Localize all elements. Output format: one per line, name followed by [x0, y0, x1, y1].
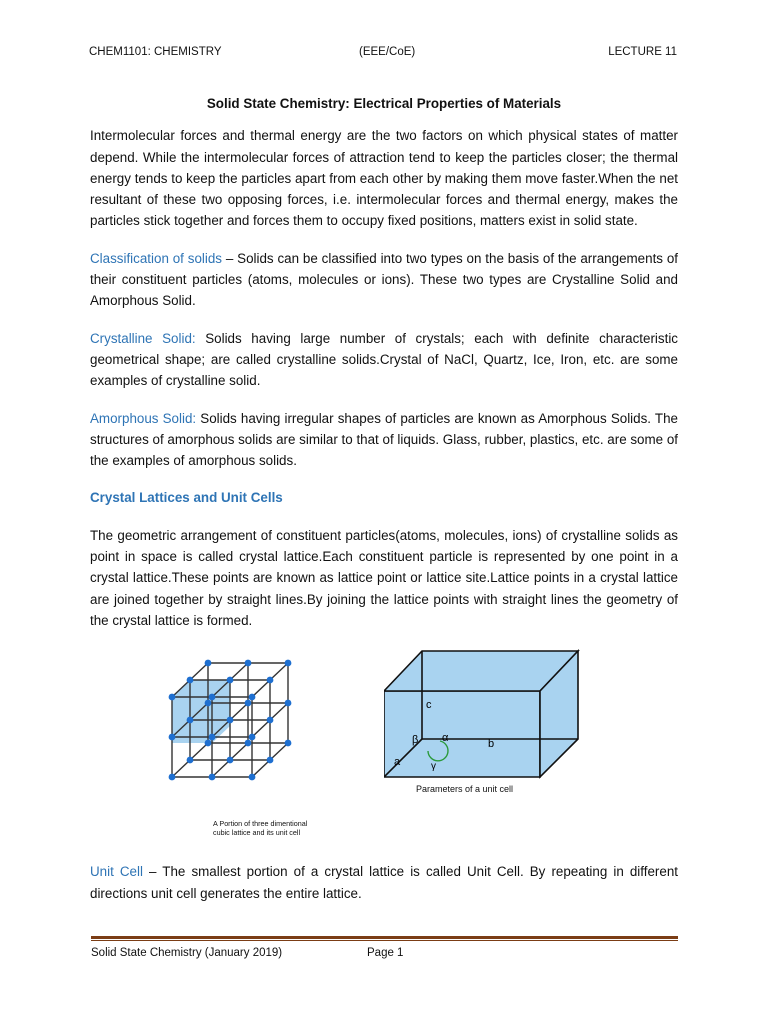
lattice-line: [270, 663, 288, 680]
classification-text: – Solids can be classified into two types on the basis of the arrangements of their constituent particles (atoms, molecules or ions). These two types are Crystalline Solid and Amorphous Solid.: [90, 250, 678, 309]
lattice-line: [230, 703, 248, 720]
amorphous-paragraph: [90, 408, 678, 472]
lattice-caption: [213, 819, 333, 837]
lattice-line: [252, 720, 270, 737]
lattice-point: [267, 757, 274, 764]
lattice-point: [245, 740, 252, 747]
page-header: [89, 46, 677, 62]
unit-cell-term: Unit Cell: [90, 864, 143, 880]
lattice-point: [209, 774, 216, 781]
lattice-point: [267, 677, 274, 684]
lattice-point: [187, 717, 194, 724]
lattice-line: [270, 743, 288, 760]
lattice-line: [230, 663, 248, 680]
lattice-point: [267, 717, 274, 724]
cell-front-face: [384, 691, 540, 777]
footer-title: Solid State Chemistry (January 2019): [91, 947, 283, 959]
document-title: Solid State Chemistry: Electrical Properties of Materials: [206, 96, 562, 111]
header-program: (EEE/CoE): [359, 46, 416, 58]
param-label-gamma: γ: [431, 761, 436, 773]
param-label-a: a: [394, 756, 401, 769]
lattice-line: [212, 760, 230, 777]
lattice-point: [285, 660, 292, 667]
lattice-line: [172, 760, 190, 777]
lattice-point: [249, 694, 256, 701]
crystalline-text: Solids having large number of crystals; each with definite characteristic geometrical shape; are called crystalline solids.Crystal of NaCl, Quartz, Ice, Iron, etc. are some examples of crystalline solid.: [90, 330, 678, 389]
classification-paragraph: [90, 248, 678, 312]
param-label-alpha: α: [442, 732, 449, 745]
lattice-point: [245, 700, 252, 707]
figures-row: [90, 647, 678, 843]
lattice-point: [249, 734, 256, 741]
lattice-paragraph: The geometric arrangement of constituent particles(atoms, molecules, ions) of crystalline solids as point in space is called crystal lattice.Each constituent particle is represented by one point in a crystal lattice.These points are known as lattice point or lattice site.Lattice points in a crystal lattice are joined together by straight lines.By joining the lattice points with straight lines the geometry of the crystal lattice is formed.: [90, 527, 678, 628]
cubic-lattice-figure: [160, 647, 340, 843]
lattice-point: [209, 734, 216, 741]
lattice-caption-line1: A Portion of three dimentional: [213, 819, 308, 829]
lattice-point: [205, 660, 212, 667]
amorphous-term: Amorphous Solid:: [90, 410, 197, 426]
lattice-point: [169, 734, 176, 741]
unit-cell-caption: Parameters of a unit cell: [416, 784, 514, 795]
header-lecture: LECTURE 11: [608, 46, 677, 58]
lattice-point: [245, 660, 252, 667]
lattice-line: [190, 743, 208, 760]
lattice-point: [169, 694, 176, 701]
intro-paragraph: Intermolecular forces and thermal energy are the two factors on which physical states of matter depend. While the intermolecular forces of attraction tend to keep the particles closer; the thermal energy tends to keep the particles apart from each other by making them move faster.When the net resultant of these two opposing forces, i.e. intermolecular forces and thermal energy, makes the particles stick together and forces them to occupy fixed positions, matters exist in solid state.: [90, 128, 678, 229]
lattice-line: [190, 663, 208, 680]
lattice-point: [227, 717, 234, 724]
lattice-point: [285, 740, 292, 747]
lattice-point: [227, 677, 234, 684]
header-course: CHEM1101: CHEMISTRY: [89, 46, 222, 58]
crystalline-term: Crystalline Solid:: [90, 330, 196, 346]
crystalline-paragraph: [90, 328, 678, 392]
lattice-point: [227, 757, 234, 764]
lattice-point: [187, 677, 194, 684]
lattice-line: [270, 703, 288, 720]
amorphous-text: Solids having irregular shapes of particles are known as Amorphous Solids. The structures of amorphous solids are similar to that of liquids. Glass, rubber, plastics, etc. are some of the examples of amorphous solids.: [90, 410, 678, 469]
lattice-line: [230, 743, 248, 760]
unit-cell-paragraph: [90, 861, 678, 904]
lattice-point: [249, 774, 256, 781]
lattice-caption-line2: cubic lattice and its unit cell: [213, 828, 301, 838]
lattice-point: [285, 700, 292, 707]
classification-term: Classification of solids: [90, 250, 222, 266]
lattice-line: [252, 680, 270, 697]
document-body: [90, 93, 678, 920]
param-label-beta: β: [412, 734, 419, 747]
lattice-point: [209, 694, 216, 701]
unit-cell-text: – The smallest portion of a crystal lattice is called Unit Cell. By repeating in different directions unit cell generates the entire lattice.: [90, 864, 678, 901]
param-label-c: c: [426, 699, 432, 712]
footer-page-number: Page 1: [367, 947, 404, 959]
footer-rule: [91, 936, 678, 941]
lattice-heading: Crystal Lattices and Unit Cells: [90, 490, 283, 506]
lattice-point: [205, 740, 212, 747]
lattice-point: [205, 700, 212, 707]
lattice-point: [187, 757, 194, 764]
lattice-line: [252, 760, 270, 777]
param-label-b: b: [488, 738, 495, 751]
lattice-point: [169, 774, 176, 781]
